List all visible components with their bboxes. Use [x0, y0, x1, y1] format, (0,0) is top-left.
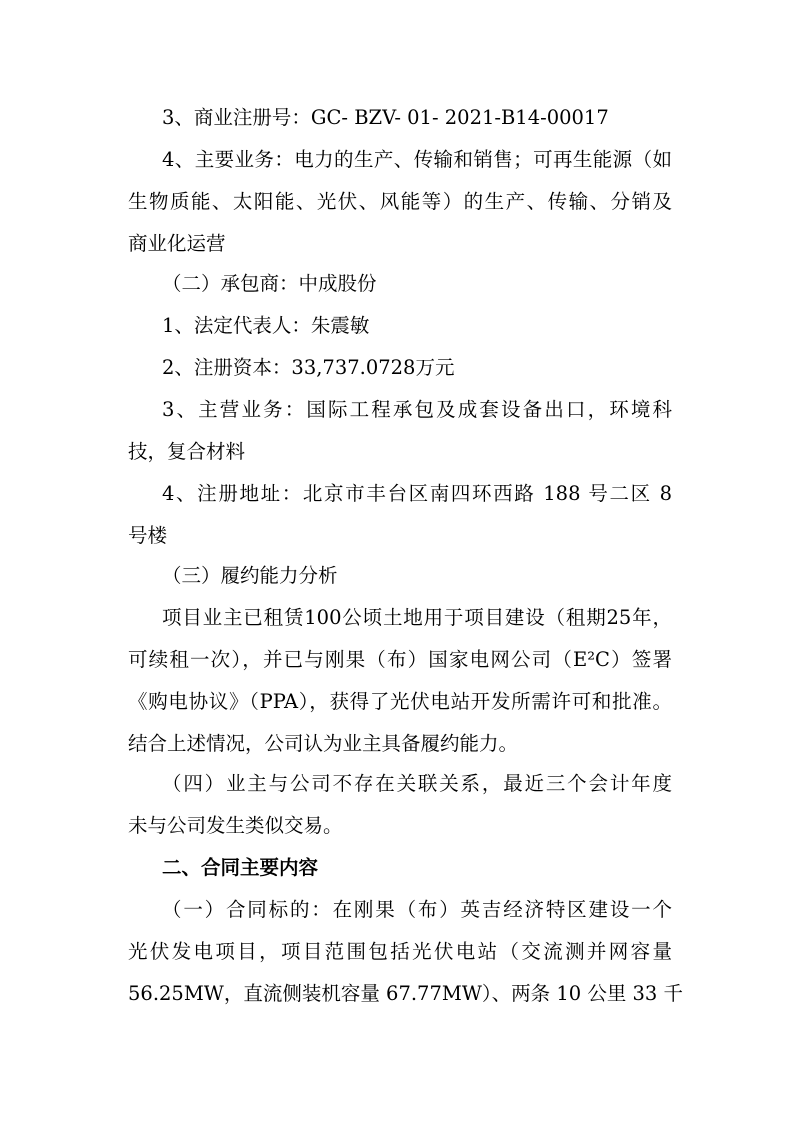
section-contract-content-heading: 二、合同主要内容 [162, 856, 319, 879]
performance-line-2: 可续租一次），并已与刚果（布）国家电网公司（E²C）签署 [128, 648, 672, 671]
contract-subject-line-2: 光伏发电项目，项目范围包括光伏电站（交流测并网容量 [128, 940, 672, 963]
performance-line-1: 项目业主已租赁100公顷土地用于项目建设（租期25年， [162, 606, 672, 629]
main-business-line-3: 商业化运营 [128, 232, 226, 255]
main-business-line-1: 4、主要业务：电力的生产、传输和销售；可再生能源（如 [162, 148, 672, 171]
legal-representative-line: 1、法定代表人：朱震敏 [162, 314, 370, 337]
contractor-business-line-1: 3、主营业务：国际工程承包及成套设备出口，环境科 [162, 398, 672, 421]
section-contractor-heading: （二）承包商：中成股份 [162, 272, 377, 295]
registered-address-line-2: 号楼 [128, 524, 168, 547]
performance-line-4: 结合上述情况，公司认为业主具备履约能力。 [128, 732, 519, 755]
contract-subject-line-1: （一）合同标的：在刚果（布）英吉经济特区建设一个 [162, 898, 672, 921]
performance-line-3: 《购电协议》（PPA），获得了光伏电站开发所需许可和批准。 [128, 690, 672, 713]
related-party-line-1: （四）业主与公司不存在关联关系，最近三个会计年度 [162, 772, 672, 795]
reg-number-line: 3、商业注册号：GC- BZV- 01- 2021-B14-00017 [162, 106, 609, 129]
contract-subject-line-3: 56.25MW，直流侧装机容量 67.77MW）、两条 10 公里 33 千 [128, 982, 684, 1005]
main-business-line-2: 生物质能、太阳能、光伏、风能等）的生产、传输、分销及 [128, 190, 672, 213]
contractor-business-line-2: 技，复合材料 [128, 440, 246, 463]
registered-address-line-1: 4、注册地址：北京市丰台区南四环西路 188 号二区 8 [162, 482, 672, 505]
related-party-line-2: 未与公司发生类似交易。 [128, 814, 343, 837]
section-performance-heading: （三）履约能力分析 [162, 564, 338, 587]
registered-capital-line: 2、注册资本：33,737.0728万元 [162, 356, 455, 379]
